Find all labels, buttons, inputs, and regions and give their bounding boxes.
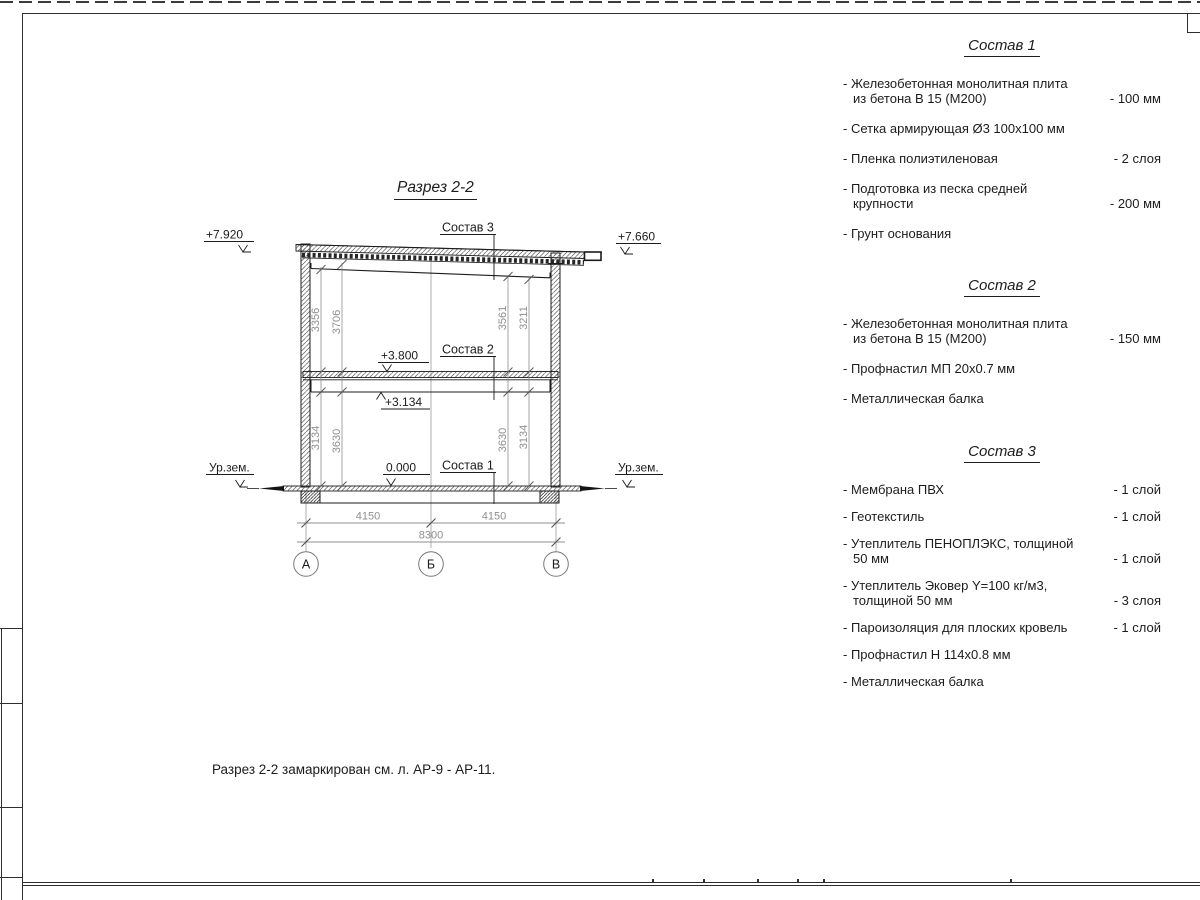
- axis-label-a: А: [301, 557, 311, 572]
- left-margin-divider: [0, 703, 22, 704]
- title-block-top-line: [22, 885, 1200, 886]
- elevation-right-label: +7.660: [618, 229, 656, 244]
- list-item: - Железобетонная монолитная плита из бетона В 15 (М200) - 100 мм: [843, 76, 1161, 106]
- list-item: - Утеплитель ПЕНОПЛЭКС, толщиной 50 мм - 1 слой: [843, 536, 1161, 566]
- list-item: - Геотекстиль - 1 слой: [843, 509, 1161, 524]
- leader-top-label: Состав 3: [442, 220, 494, 235]
- list-item: - Профнастил Н 114х0.8 мм: [843, 647, 1011, 662]
- axis-label-b: Б: [426, 557, 436, 572]
- dim-left-lower-1: 3134: [310, 425, 322, 451]
- list-item: - Железобетонная монолитная плита из бетона В 15 (М200) - 150 мм: [843, 316, 1161, 346]
- composition-list-1-title: Состав 1: [843, 38, 1161, 53]
- composition-list-3: [843, 444, 1161, 701]
- composition-list-2: [843, 278, 1161, 421]
- list-item: - Профнастил МП 20х0.7 мм: [843, 361, 1016, 376]
- elevation-beam-label: +3.134: [385, 395, 423, 409]
- dim-right-lower-2: 3134: [518, 424, 530, 450]
- dim-left-upper-2: 3706: [331, 309, 343, 335]
- composition-list-1: [843, 38, 1161, 256]
- title-block-tick: [757, 879, 759, 883]
- dim-span-right: 4150: [481, 510, 507, 523]
- title-block-tick: [703, 879, 705, 883]
- dim-span-left: 4150: [355, 510, 381, 523]
- ground-slab: [247, 486, 617, 503]
- list-item: - Пароизоляция для плоских кровель - 1 слой: [843, 620, 1161, 635]
- dim-span-total: 8300: [418, 529, 444, 542]
- list-item: - Металлическая балка: [843, 674, 984, 689]
- list-item: - Пленка полиэтиленовая - 2 слоя: [843, 151, 1161, 166]
- dim-right-upper-1: 3561: [497, 305, 509, 331]
- section-drawing: [185, 165, 685, 580]
- ground-level-left-label: Ур.зем.: [209, 460, 250, 475]
- dim-left-upper-1: 3356: [310, 307, 322, 333]
- sheet-top-dashed-edge: [0, 1, 1200, 3]
- floor-assembly: [303, 372, 558, 393]
- leader-mid-label: Состав 2: [442, 342, 494, 357]
- axis-lines: [306, 256, 556, 552]
- composition-list-3-title: Состав 3: [843, 444, 1161, 459]
- elevation-floor2-label: +3.800: [381, 348, 419, 363]
- list-item: - Сетка армирующая Ø3 100х100 мм: [843, 121, 1065, 136]
- ground-level-right-label: Ур.зем.: [618, 460, 659, 475]
- elevation-zero-label: 0.000: [386, 460, 417, 475]
- list-item: - Утеплитель Эковер Y=100 кг/м3, толщиной 50 мм - 3 слоя: [843, 578, 1161, 608]
- frame-corner-box: [1187, 14, 1200, 33]
- elevation-marks: [204, 228, 663, 488]
- list-item: - Грунт основания: [843, 226, 952, 241]
- left-margin-divider: [0, 877, 22, 878]
- title-block-top-line: [22, 882, 1200, 883]
- left-margin-divider: [0, 807, 22, 808]
- sheet-note: Разрез 2-2 замаркирован см. л. АР-9 - АР-11.: [212, 762, 496, 777]
- title-block-tick: [652, 879, 654, 883]
- leader-bottom-label: Состав 1: [442, 458, 494, 473]
- axis-label-v: В: [551, 557, 561, 572]
- dim-right-lower-1: 3630: [497, 427, 509, 453]
- elevation-left-label: +7.920: [206, 227, 244, 242]
- title-block-tick: [1010, 879, 1012, 883]
- list-item: - Металлическая балка: [843, 391, 984, 406]
- axis-bubbles: [294, 552, 569, 577]
- dim-left-lower-2: 3630: [331, 428, 343, 454]
- composition-list-2-title: Состав 2: [843, 278, 1161, 293]
- title-block-tick: [823, 879, 825, 883]
- section-title: Разрез 2-2: [394, 179, 477, 200]
- dim-right-upper-2: 3211: [518, 306, 530, 330]
- title-block-tick: [797, 879, 799, 883]
- left-margin-line: [1, 628, 2, 900]
- list-item: - Подготовка из песка средней крупности - 200 мм: [843, 181, 1161, 211]
- list-item: - Мембрана ПВХ - 1 слой: [843, 482, 1161, 497]
- left-margin-divider: [0, 628, 22, 629]
